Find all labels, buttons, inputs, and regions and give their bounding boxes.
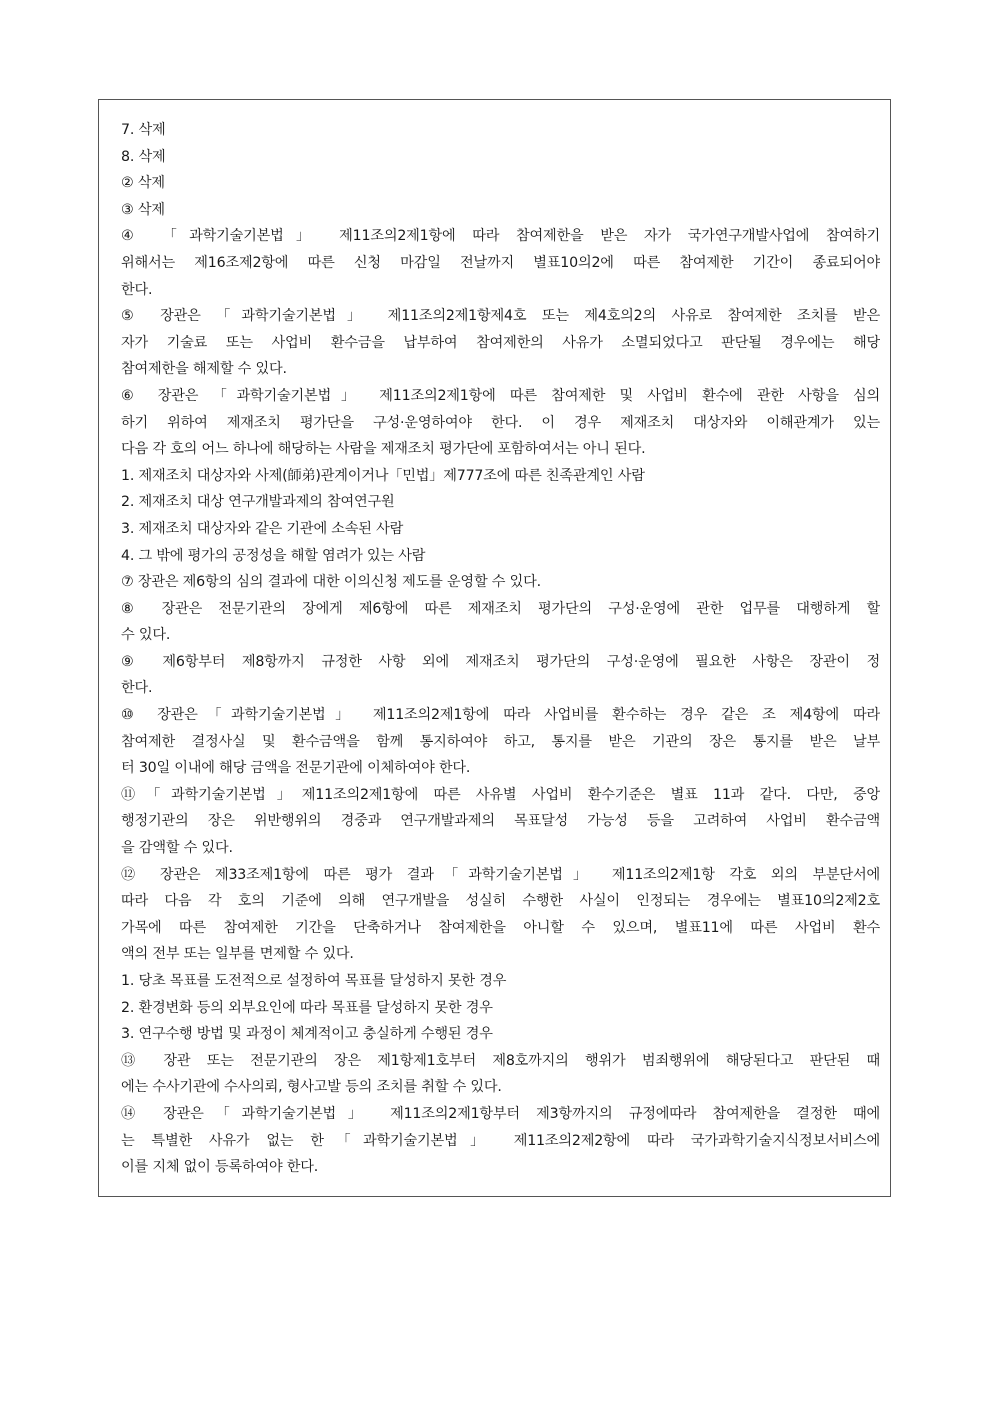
document-line: ⑩ 장관은「과학기술기본법」 제11조의2제1항에 따라 사업비를 환수하는 경우 같은 조 제4항에 따라 xyxy=(121,707,880,724)
document-line: ⑥ 장관은 「과학기술기본법」 제11조의2제1항에 따른 참여제한 및 사업비 환수에 관한 사항을 심의 xyxy=(121,387,880,404)
document-line: 다음 각 호의 어느 하나에 해당하는 사람을 제재조치 평가단에 포함하여서는 아니 된다. xyxy=(121,441,646,458)
document-line: 액의 전부 또는 일부를 면제할 수 있다. xyxy=(121,946,354,963)
document-line: ⑪「과학기술기본법」제11조의2제1항에 따른 사유별 사업비 환수기준은 별표 11과 같다. 다만, 중앙 xyxy=(121,786,880,803)
document-line: 는 특별한 사유가 없는 한「과학기술기본법」 제11조의2제2항에 따라 국가과학기술지식정보서비스에 xyxy=(121,1132,880,1149)
document-line: 1. 당초 목표를 도전적으로 설정하여 목표를 달성하지 못한 경우 xyxy=(121,973,507,989)
document-box xyxy=(98,99,891,1197)
document-line: 한다. xyxy=(121,680,153,697)
document-line: 2. 제재조치 대상 연구개발과제의 참여연구원 xyxy=(121,494,395,511)
document-line: 을 감액할 수 있다. xyxy=(121,840,233,857)
document-line: 8. 삭제 xyxy=(121,148,166,165)
document-line: ⑫ 장관은 제33조제1항에 따른 평가 결과「과학기술기본법」 제11조의2제1항 각호 외의 부분단서에 xyxy=(121,866,880,883)
document-line: ③ 삭제 xyxy=(121,201,165,218)
document-body xyxy=(121,117,880,1181)
document-line: 따라 다음 각 호의 기준에 의해 연구개발을 성실히 수행한 사실이 인정되는 경우에는 별표10의2제2호 xyxy=(121,893,880,910)
document-line: ⑦ 장관은 제6항의 심의 결과에 대한 이의신청 제도를 운영할 수 있다. xyxy=(121,574,541,591)
document-line: 참여제한 결정사실 및 환수금액을 함께 통지하여야 하고, 통지를 받은 기관의 장은 통지를 받은 날부 xyxy=(121,733,880,750)
document-line: 4. 그 밖에 평가의 공정성을 해할 염려가 있는 사람 xyxy=(121,547,426,564)
document-line: 1. 제재조치 대상자와 사제(師弟)관계이거나「민법」제777조에 따른 친족관계인 사람 xyxy=(121,467,645,484)
document-line: 3. 제재조치 대상자와 같은 기관에 소속된 사람 xyxy=(121,520,404,537)
document-line: 하기 위하여 제재조치 평가단을 구성·운영하여야 한다. 이 경우 제재조치 대상자와 이해관계가 있는 xyxy=(121,414,880,431)
document-line: ⑤ 장관은 「과학기술기본법」 제11조의2제1항제4호 또는 제4호의2의 사유로 참여제한 조치를 받은 xyxy=(121,308,880,325)
document-line: ⑭ 장관은「과학기술기본법」 제11조의2제1항부터 제3항까지의 규정에따라 참여제한을 결정한 때에 xyxy=(121,1105,880,1122)
document-line: ④ 「과학기술기본법」 제11조의2제1항에 따라 참여제한을 받은 자가 국가연구개발사업에 참여하기 xyxy=(121,228,880,245)
document-line: 터 30일 이내에 해당 금액을 전문기관에 이체하여야 한다. xyxy=(121,760,471,777)
document-line: 7. 삭제 xyxy=(121,122,166,138)
document-line: 위해서는 제16조제2항에 따른 신청 마감일 전날까지 별표10의2에 따른 참여제한 기간이 종료되어야 xyxy=(121,254,880,271)
document-line: 가목에 따른 참여제한 기간을 단축하거나 참여제한을 아니할 수 있으며, 별표11에 따른 사업비 환수 xyxy=(121,919,880,936)
document-line: 한다. xyxy=(121,281,153,298)
document-line: 2. 환경변화 등의 외부요인에 따라 목표를 달성하지 못한 경우 xyxy=(121,999,493,1016)
document-line: 3. 연구수행 방법 및 과정이 체계적이고 충실하게 수행된 경우 xyxy=(121,1026,493,1043)
document-line: ⑬ 장관 또는 전문기관의 장은 제1항제1호부터 제8호까지의 행위가 범죄행위에 해당된다고 판단된 때 xyxy=(121,1052,880,1069)
document-line: 수 있다. xyxy=(121,627,171,644)
document-line: 이를 지체 없이 등록하여야 한다. xyxy=(121,1159,319,1176)
document-line: 자가 기술료 또는 사업비 환수금을 납부하여 참여제한의 사유가 소멸되었다고 판단될 경우에는 해당 xyxy=(121,334,880,351)
document-line: 에는 수사기관에 수사의뢰, 형사고발 등의 조치를 취할 수 있다. xyxy=(121,1079,502,1096)
document-line: 행정기관의 장은 위반행위의 경중과 연구개발과제의 목표달성 가능성 등을 고려하여 사업비 환수금액 xyxy=(121,813,880,830)
document-line: 참여제한을 해제할 수 있다. xyxy=(121,361,287,378)
document-line: ⑧ 장관은 전문기관의 장에게 제6항에 따른 제재조치 평가단의 구성·운영에 관한 업무를 대행하게 할 xyxy=(121,600,880,617)
document-line: ② 삭제 xyxy=(121,175,165,192)
document-line: ⑨ 제6항부터 제8항까지 규정한 사항 외에 제재조치 평가단의 구성·운영에 필요한 사항은 장관이 정 xyxy=(121,653,880,670)
